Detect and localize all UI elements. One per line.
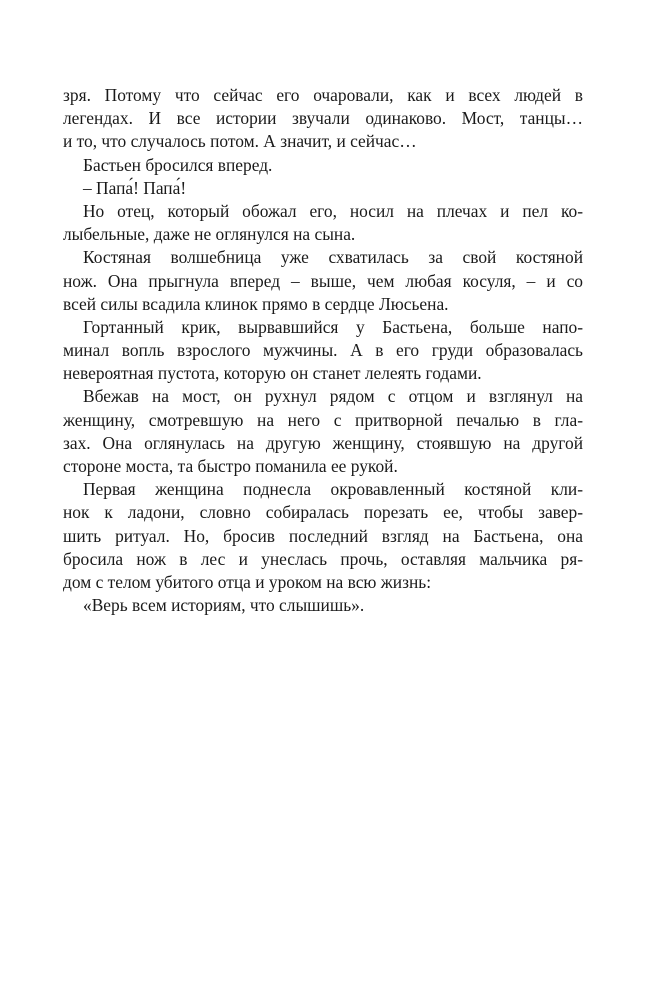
text-line: зах. Она оглянулась на другую женщину, стоявшую на другой [63, 432, 583, 453]
text-line: стороне моста, та быстро поманила ее рукой. [63, 456, 398, 476]
text-line: – Папа́! Папа́! [83, 177, 187, 198]
text-line: Костяная волшебница уже схватилась за свой костяной [83, 247, 583, 268]
text-line: легендах. И все истории звучали одинаково. Мост, танцы… [63, 108, 583, 129]
text-line: Вбежав на мост, он рухнул рядом с отцом и взглянул на [83, 386, 583, 407]
text-line: зря. Потому что сейчас его очаровали, как и всех людей в [63, 85, 583, 105]
text-line: «Верь всем историям, что слышишь». [83, 595, 365, 616]
text-line: Но отец, который обожал его, носил на плечах и пел ко- [83, 200, 583, 221]
text-line: нок к ладони, словно собиралась порезать ее, чтобы завер- [63, 502, 583, 523]
body-text [63, 84, 583, 617]
text-line: лыбельные, даже не оглянулся на сына. [63, 224, 356, 245]
text-line: Бастьен бросился вперед. [83, 154, 273, 175]
text-line: минал вопль взрослого мужчины. А в его груди образовалась [63, 340, 583, 361]
text-line: невероятная пустота, которую он станет лелеять годами. [63, 363, 482, 384]
text-line: и то, что случалось потом. А значит, и сейчас… [63, 131, 417, 152]
text-line: Первая женщина поднесла окровавленный костяной кли- [83, 479, 583, 500]
text-line: женщину, смотревшую на него с притворной печалью в гла- [63, 409, 583, 430]
text-line: нож. Она прыгнула вперед – выше, чем любая косуля, – и со [63, 270, 583, 291]
text-line: шить ритуал. Но, бросив последний взгляд на Бастьена, она [63, 525, 583, 546]
text-line: всей силы всадила клинок прямо в сердце Люсьена. [63, 293, 449, 314]
text-line: дом с телом убитого отца и уроком на всю жизнь: [63, 571, 432, 592]
text-line: бросила нож в лес и унеслась прочь, оставляя мальчика ря- [63, 548, 583, 569]
text-line: Гортанный крик, вырвавшийся у Бастьена, больше напо- [83, 316, 583, 337]
